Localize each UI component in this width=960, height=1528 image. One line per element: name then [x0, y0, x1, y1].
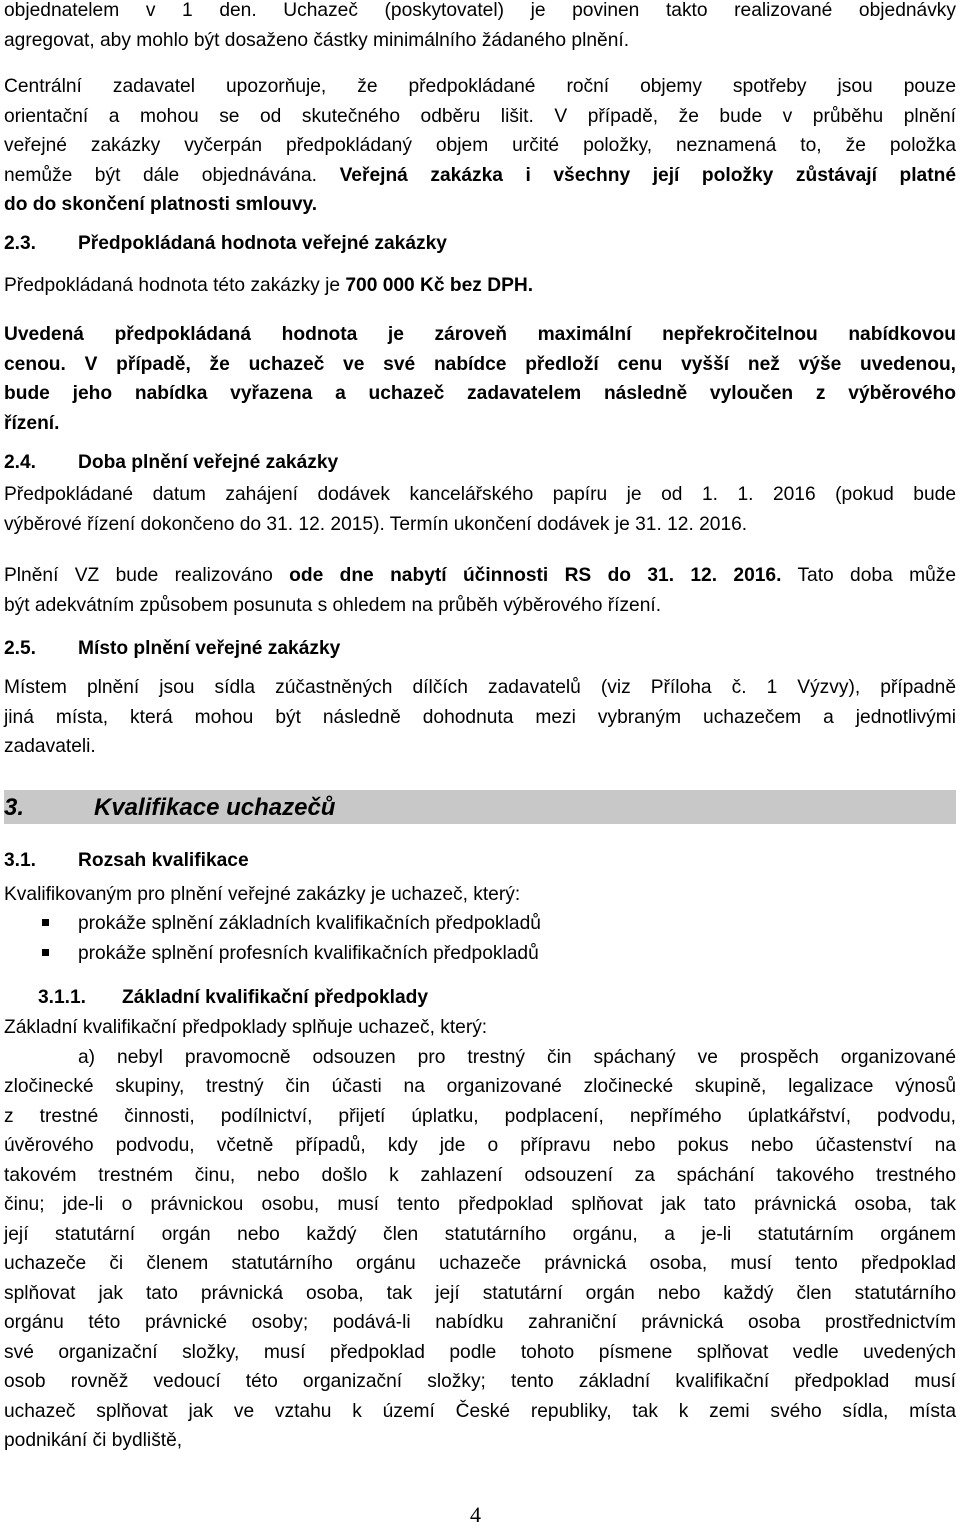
- paragraph-max-price: [4, 320, 956, 438]
- section-title: Předpokládaná hodnota veřejné zakázky: [78, 233, 447, 254]
- text-line: orientační a mohou se od skutečného odběru lišit. V případě, že bude v průběhu plnění: [4, 105, 956, 127]
- text-line: Uvedená předpokládaná hodnota je zároveň maximální nepřekročitelnou nabídkovou: [4, 324, 956, 345]
- text-line: cenou. V případě, že uchazeč ve své nabídce předloží cenu vyšší než výše uvedenou,: [4, 353, 956, 375]
- text-run-bold: ode dne nabytí účinnosti RS do 31. 12. 2016.: [289, 565, 782, 586]
- text-line: uchazeče či členem statutárního orgánu uchazeče právnická osoba, musí tento předpoklad: [4, 1253, 956, 1274]
- text-line: úvěrového podvodu, včetně případů, kdy jde o přípravu nebo pokus nebo účastenství na: [4, 1135, 956, 1156]
- paragraph-performance-period: [4, 561, 956, 620]
- text-run: Tato doba může: [781, 565, 957, 586]
- section-title: Základní kvalifikační předpoklady: [122, 987, 429, 1008]
- square-bullet-icon: [42, 949, 49, 956]
- section-heading-2-4: [4, 448, 338, 477]
- text-line: veřejné zakázky vyčerpán předpokládaný objem určité položky, neznamená to, že položka: [4, 135, 956, 156]
- text-line: Kvalifikovaným pro plnění veřejné zakázky je uchazeč, který:: [4, 884, 521, 905]
- text-line: [4, 161, 956, 191]
- paragraph-delivery-dates: [4, 480, 956, 539]
- square-bullet-icon: [42, 919, 49, 926]
- chapter-heading-3: [4, 790, 956, 824]
- list-item: [78, 909, 956, 939]
- text-line: uchazeč splňovat jak ve vztahu k území České republiky, tak k zemi svého sídla, místa: [4, 1400, 956, 1422]
- text-line: a) nebyl pravomocně odsouzen pro trestný čin spáchaný ve prospěch organizované: [78, 1046, 956, 1068]
- section-heading-2-3: [4, 229, 447, 258]
- text-line: jiná místa, která mohou být následně dohodnuta mezi vybraným uchazečem a jednotlivými: [4, 706, 956, 728]
- list-item: [78, 939, 956, 969]
- paragraph-volume-notice: [4, 72, 956, 220]
- section-title: Rozsah kvalifikace: [78, 850, 249, 871]
- list-item-text: prokáže splnění základních kvalifikačních předpokladů: [78, 913, 541, 934]
- section-heading-2-5: [4, 634, 340, 663]
- section-heading-3-1-1: [38, 983, 428, 1012]
- chapter-number: 3.: [4, 794, 25, 821]
- list-item-text: prokáže splnění profesních kvalifikačních předpokladů: [78, 943, 539, 964]
- chapter-title: Kvalifikace uchazečů: [94, 794, 336, 821]
- text-line: z trestné činnosti, podílnictví, přijetí úplatku, podplacení, nepřímého úplatkářství, podvodu,: [4, 1105, 956, 1127]
- text-run-bold: Veřejná zakázka i všechny její položky zůstávají platné: [339, 164, 956, 186]
- text-line: [4, 271, 956, 301]
- section-number: 3.1.: [4, 850, 37, 871]
- text-line: zločinecké skupiny, trestný čin účasti na organizované zločinecké skupině, legalizace výnosů: [4, 1076, 956, 1097]
- text-run: nemůže být dále objednávána.: [4, 164, 340, 186]
- text-line: zadavateli.: [4, 736, 96, 757]
- section-title: Doba plnění veřejné zakázky: [78, 452, 339, 473]
- text-line: Místem plnění jsou sídla zúčastněných dílčích zadavatelů (viz Příloha č. 1 Výzvy), případně: [4, 677, 956, 698]
- paragraph-basic-qualification: [4, 1013, 956, 1456]
- text-line: orgánu této právnické osoby; podává-li nabídku zahraniční právnická osoba prostřednictvím: [4, 1312, 956, 1333]
- text-line: podnikání či bydliště,: [4, 1430, 183, 1451]
- section-heading-3-1: [4, 846, 249, 875]
- text-line: činu; jde-li o právnickou osobu, musí tento předpoklad splňovat jak tato právnická osoba, tak: [4, 1194, 956, 1215]
- text-line: být adekvátním způsobem posunuta s ohledem na průběh výběrového řízení.: [4, 594, 662, 616]
- section-number: 2.5.: [4, 638, 37, 659]
- text-line: [4, 561, 956, 591]
- text-line: do do skončení platnosti smlouvy.: [4, 194, 318, 215]
- text-line: její statutární orgán nebo každý člen statutárního orgánu, a je-li statutárním orgánem: [4, 1223, 956, 1245]
- text-line: Základní kvalifikační předpoklady splňuje uchazeč, který:: [4, 1017, 488, 1038]
- text-line: bude jeho nabídka vyřazena a uchazeč zadavatelem následně vyloučen z výběrového: [4, 383, 956, 404]
- text-run: Předpokládaná hodnota této zakázky je: [4, 275, 346, 296]
- paragraph-place-of-performance: [4, 673, 956, 762]
- section-title: Místo plnění veřejné zakázky: [78, 638, 341, 659]
- section-number: 2.3.: [4, 233, 37, 254]
- section-number: 2.4.: [4, 452, 37, 473]
- text-line: takovém trestném činu, nebo došlo k zahlazení odsouzení za spáchání takového trestného: [4, 1164, 956, 1186]
- paragraph-continuation: [4, 0, 956, 55]
- text-line: výběrové řízení dokončeno do 31. 12. 2015). Termín ukončení dodávek je 31. 12. 2016.: [4, 513, 748, 535]
- text-line: osob rovněž vedoucí této organizační složky; tento základní kvalifikační předpoklad musí: [4, 1371, 956, 1392]
- page-number: 4: [470, 1502, 481, 1527]
- text-line: své organizační složky, musí předpoklad podle tohoto písmene splňovat vedle uvedených: [4, 1341, 956, 1363]
- text-line: Předpokládané datum zahájení dodávek kancelářského papíru je od 1. 1. 2016 (pokud bude: [4, 484, 956, 505]
- text-run-bold: 700 000 Kč bez DPH.: [345, 275, 534, 296]
- text-line: Centrální zadavatel upozorňuje, že předpokládané roční objemy spotřeby jsou pouze: [4, 76, 956, 97]
- text-line: řízení.: [4, 412, 60, 434]
- paragraph-qualification-intro: [4, 880, 956, 910]
- text-line: objednatelem v 1 den. Uchazeč (poskytovatel) je povinen takto realizované objednávky: [4, 0, 956, 21]
- text-line: splňovat jak tato právnická osoba, tak její statutární orgán nebo každý člen statutárního: [4, 1282, 956, 1304]
- paragraph-estimated-value: [4, 271, 956, 301]
- text-run: Plnění VZ bude realizováno: [4, 565, 290, 586]
- section-number: 3.1.1.: [38, 987, 87, 1008]
- text-line: agregovat, aby mohlo být dosaženo částky minimálního žádaného plnění.: [4, 29, 630, 51]
